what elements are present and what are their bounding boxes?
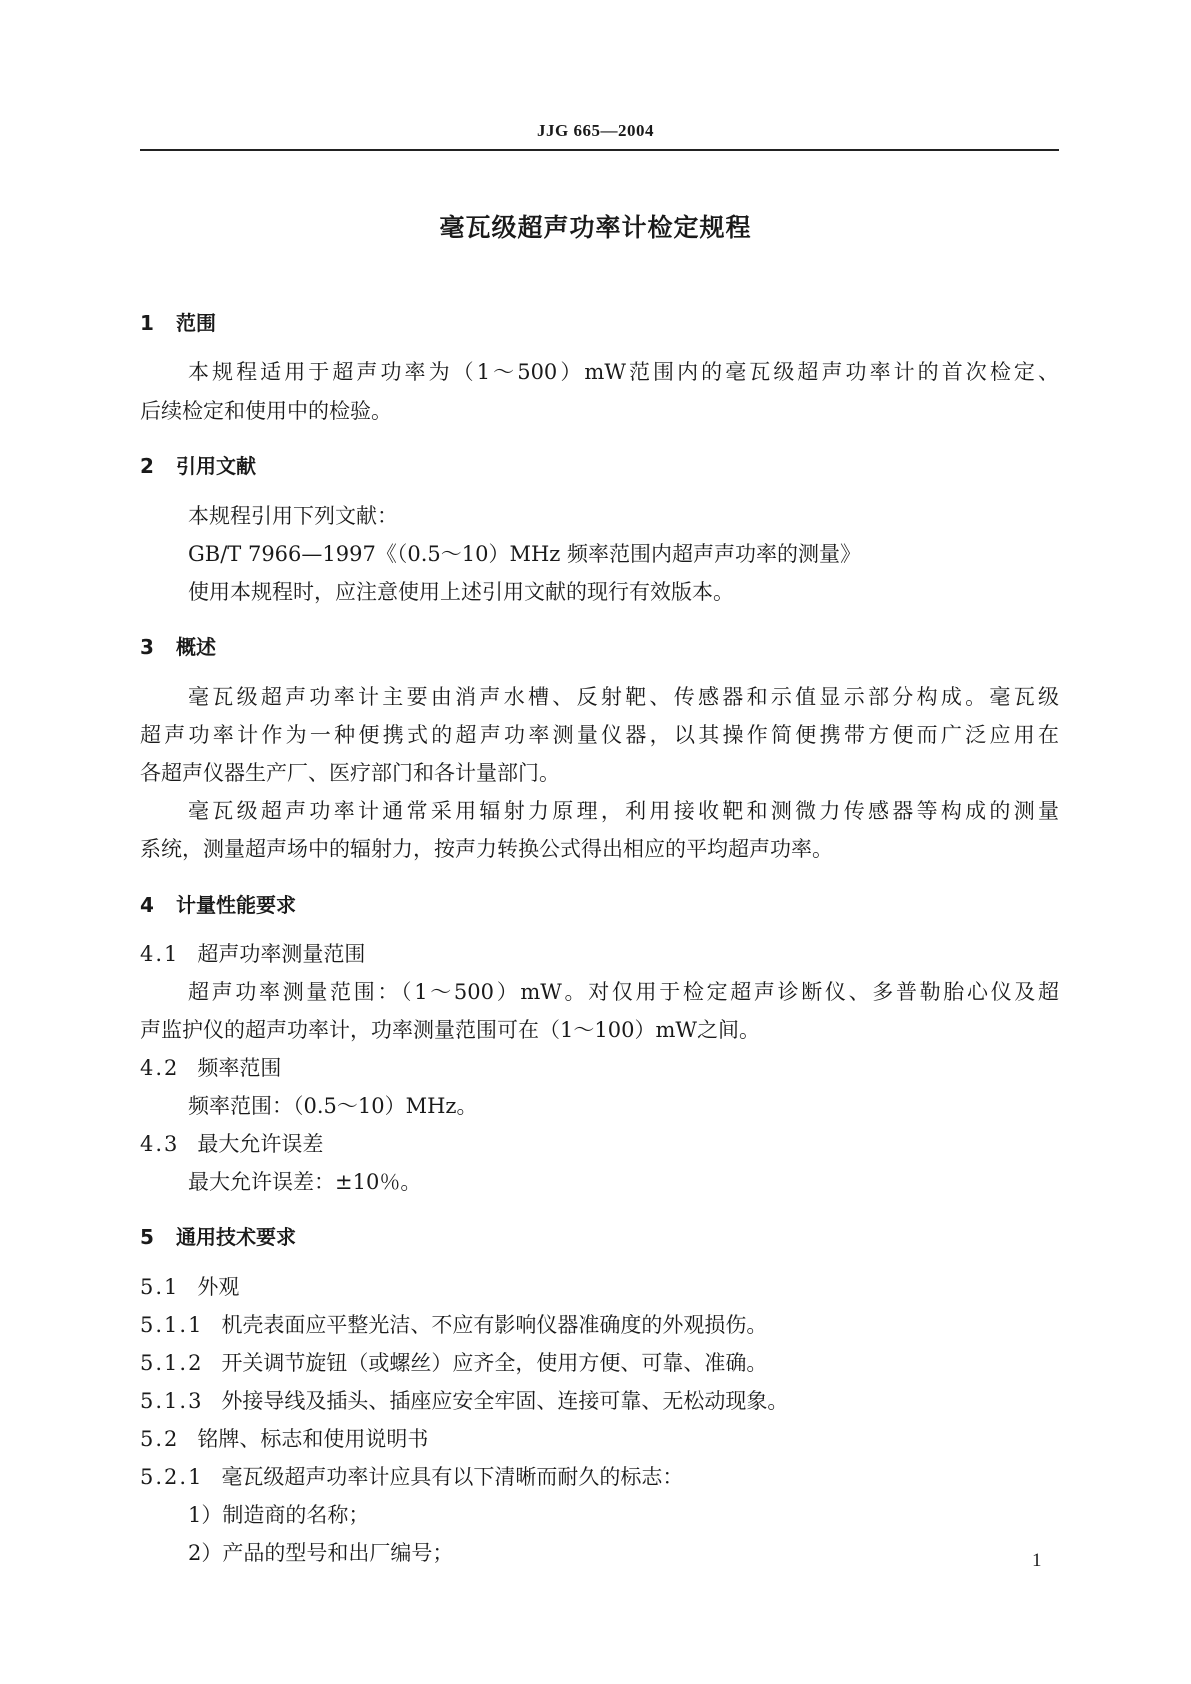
section-title: 概述 — [176, 635, 216, 659]
section-2-heading — [140, 450, 256, 479]
clause-text: 外接导线及插头、插座应安全牢固、连接可靠、无松动现象。 — [221, 1389, 789, 1413]
section-number: 5 — [140, 1225, 154, 1249]
clause-number: 5.1.1 — [140, 1313, 204, 1337]
section-number: 1 — [140, 311, 154, 335]
clause-number: 5.1.3 — [140, 1389, 204, 1413]
subsection-title: 铭牌、标志和使用说明书 — [197, 1427, 429, 1451]
section-5-heading — [140, 1221, 296, 1250]
document-title: 毫瓦级超声功率计检定规程 — [439, 213, 752, 242]
clause-text: 机壳表面应平整光洁、不应有影响仪器准确度的外观损伤。 — [221, 1313, 768, 1337]
section-title: 计量性能要求 — [176, 893, 296, 917]
section-title: 通用技术要求 — [176, 1225, 296, 1249]
paragraph-line: 毫瓦级超声功率计通常采用辐射力原理，利用接收靶和测微力传感器等构成的测量 — [188, 799, 1059, 823]
paragraph-line: 频率范围：（0.5～10）MHz。 — [188, 1094, 478, 1118]
subsection-number: 4.3 — [140, 1132, 180, 1156]
clause-5-1-3 — [140, 1385, 788, 1415]
clause-text: 开关调节旋钮（或螺丝）应齐全，使用方便、可靠、准确。 — [221, 1351, 768, 1375]
section-number: 2 — [140, 454, 154, 478]
subsection-number: 5.1 — [140, 1275, 180, 1299]
subsection-4-1-heading — [140, 938, 365, 968]
paragraph-line: 声监护仪的超声功率计，功率测量范围可在（1～100）mW之间。 — [140, 1018, 760, 1042]
clause-5-1-2 — [140, 1347, 767, 1377]
list-item: 1）制造商的名称； — [188, 1503, 370, 1527]
paragraph-line: 系统，测量超声场中的辐射力，按声力转换公式得出相应的平均超声功率。 — [140, 837, 833, 861]
subsection-number: 4.2 — [140, 1056, 180, 1080]
subsection-number: 4.1 — [140, 942, 180, 966]
header-divider — [140, 149, 1059, 151]
paragraph-line: 超声功率计作为一种便携式的超声功率测量仪器，以其操作简便携带方便而广泛应用在 — [140, 723, 1059, 747]
paragraph-line: 最大允许误差：±10％。 — [188, 1170, 422, 1194]
reference-citation: GB/T 7966—1997《（0.5～10）MHz 频率范围内超声声功率的测量》 — [188, 542, 862, 566]
paragraph-line: 各超声仪器生产厂、医疗部门和各计量部门。 — [140, 761, 560, 785]
standard-code: JJG 665—2004 — [537, 121, 654, 140]
paragraph-line: 本规程引用下列文献： — [188, 504, 398, 528]
section-3-heading — [140, 631, 216, 660]
section-1-heading — [140, 307, 216, 336]
subsection-title: 频率范围 — [197, 1056, 282, 1080]
paragraph-line: 超声功率测量范围：（1～500）mW。对仅用于检定超声诊断仪、多普勒胎心仪及超 — [188, 980, 1059, 1004]
paragraph-line: 使用本规程时，应注意使用上述引用文献的现行有效版本。 — [188, 580, 734, 604]
subsection-4-2-heading — [140, 1052, 281, 1082]
section-number: 4 — [140, 893, 154, 917]
subsection-title: 最大允许误差 — [197, 1132, 324, 1156]
paragraph-line: 本规程适用于超声功率为（1～500）mW范围内的毫瓦级超声功率计的首次检定、 — [188, 360, 1059, 384]
clause-text: 毫瓦级超声功率计应具有以下清晰而耐久的标志： — [221, 1465, 684, 1489]
subsection-title: 外观 — [197, 1275, 240, 1299]
section-4-heading — [140, 889, 296, 918]
page-number: 1 — [1032, 1550, 1042, 1571]
list-item: 2）产品的型号和出厂编号； — [188, 1541, 454, 1565]
section-number: 3 — [140, 635, 154, 659]
clause-number: 5.2.1 — [140, 1465, 204, 1489]
section-title: 范围 — [176, 311, 216, 335]
subsection-title: 超声功率测量范围 — [197, 942, 366, 966]
subsection-number: 5.2 — [140, 1427, 180, 1451]
subsection-4-3-heading — [140, 1128, 323, 1158]
clause-number: 5.1.2 — [140, 1351, 204, 1375]
section-title: 引用文献 — [176, 454, 256, 478]
subsection-5-2-heading — [140, 1423, 428, 1453]
clause-5-1-1 — [140, 1309, 767, 1339]
paragraph-line: 后续检定和使用中的检验。 — [140, 399, 392, 423]
paragraph-line: 毫瓦级超声功率计主要由消声水槽、反射靶、传感器和示值显示部分构成。毫瓦级 — [188, 685, 1059, 709]
subsection-5-1-heading — [140, 1271, 239, 1301]
clause-5-2-1 — [140, 1461, 683, 1491]
